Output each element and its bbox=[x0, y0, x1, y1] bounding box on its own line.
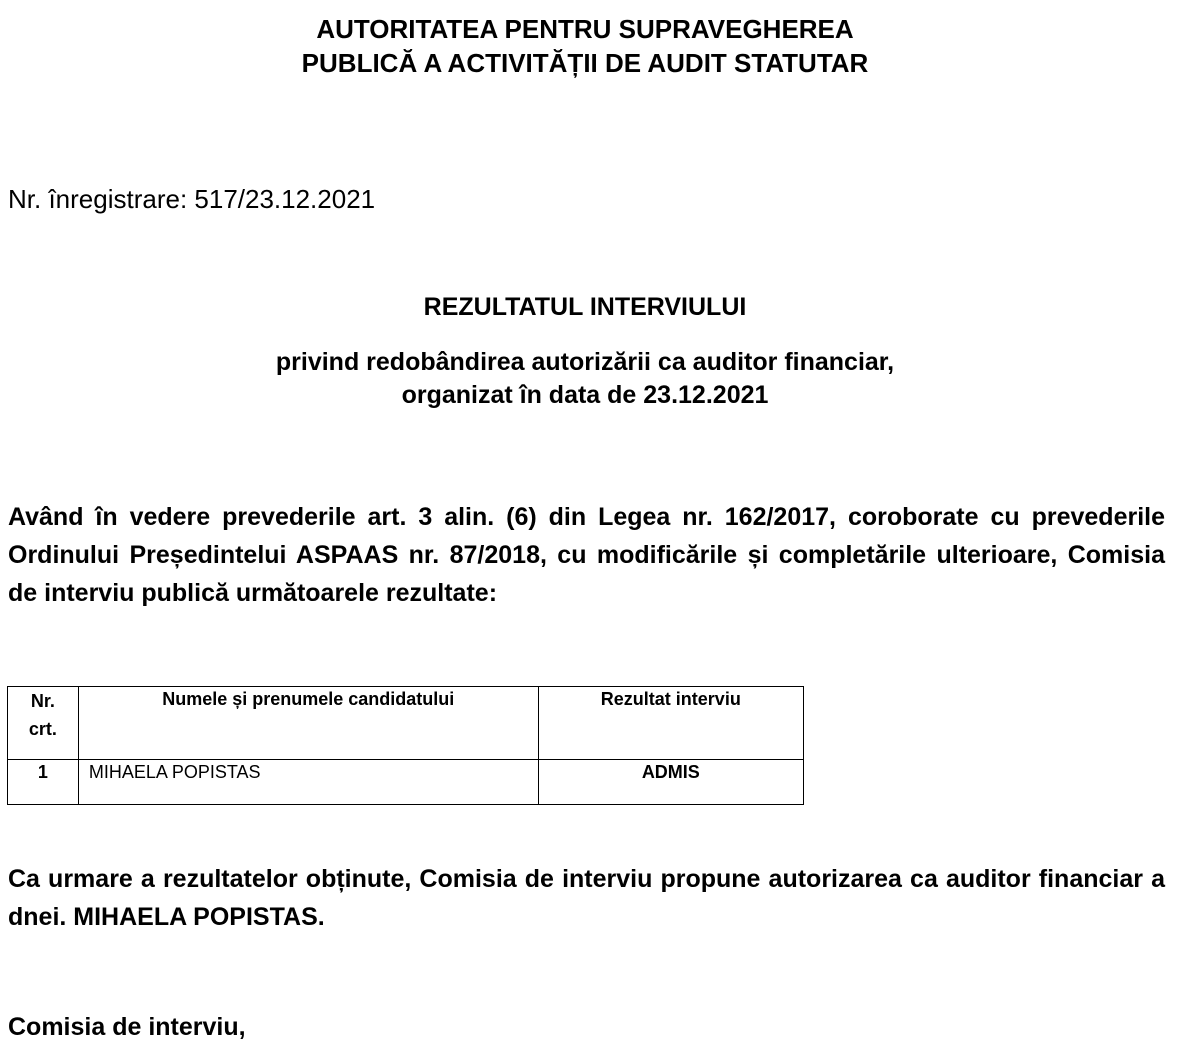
header-nr-crt bbox=[8, 687, 79, 760]
table-header-row bbox=[8, 687, 804, 760]
row-name-cell bbox=[78, 760, 538, 805]
authority-name-line1: AUTORITATEA PENTRU SUPRAVEGHEREA bbox=[316, 14, 854, 44]
row-nr: 1 bbox=[37, 762, 48, 782]
header-result-cell bbox=[538, 687, 803, 760]
header-candidate-name-cell bbox=[78, 687, 538, 760]
subtitle-line1: privind redobândirea autorizării ca auditor financiar, bbox=[275, 348, 895, 376]
document-title: REZULTATUL INTERVIULUI bbox=[423, 293, 747, 321]
subtitle-line2: organizat în data de 23.12.2021 bbox=[401, 381, 769, 409]
row-candidate-name: MIHAELA POPISTAS bbox=[88, 762, 261, 782]
results-table bbox=[7, 686, 804, 805]
row-result-cell bbox=[538, 760, 803, 805]
row-result: ADMIS bbox=[641, 762, 700, 782]
registration-number: Nr. înregistrare: 517/23.12.2021 bbox=[8, 184, 376, 214]
row-nr-cell bbox=[8, 760, 79, 805]
signature-line: Comisia de interviu, bbox=[8, 1013, 246, 1041]
header-nr-line1: Nr. bbox=[30, 691, 55, 711]
header-result: Rezultat interviu bbox=[600, 689, 741, 709]
intro-paragraph: Având în vedere prevederile art. 3 alin. (6) din Legea nr. 162/2017, coroborate cu prevederile Ordinului Președintelui ASPAAS nr. 87/2018, cu modificările și completările ulterioare, Comisia de interviu publică următoarele rezultate: bbox=[8, 503, 1165, 607]
authority-name-line2: PUBLICĂ A ACTIVITĂȚII DE AUDIT STATUTAR bbox=[301, 48, 869, 78]
conclusion-paragraph: Ca urmare a rezultatelor obținute, Comisia de interviu propune autorizarea ca auditor financiar a dnei. MIHAELA POPISTAS. bbox=[8, 865, 1165, 931]
header-nr-line2: crt. bbox=[28, 719, 57, 739]
table-row bbox=[8, 760, 804, 805]
header-candidate-name: Numele și prenumele candidatului bbox=[162, 689, 455, 709]
